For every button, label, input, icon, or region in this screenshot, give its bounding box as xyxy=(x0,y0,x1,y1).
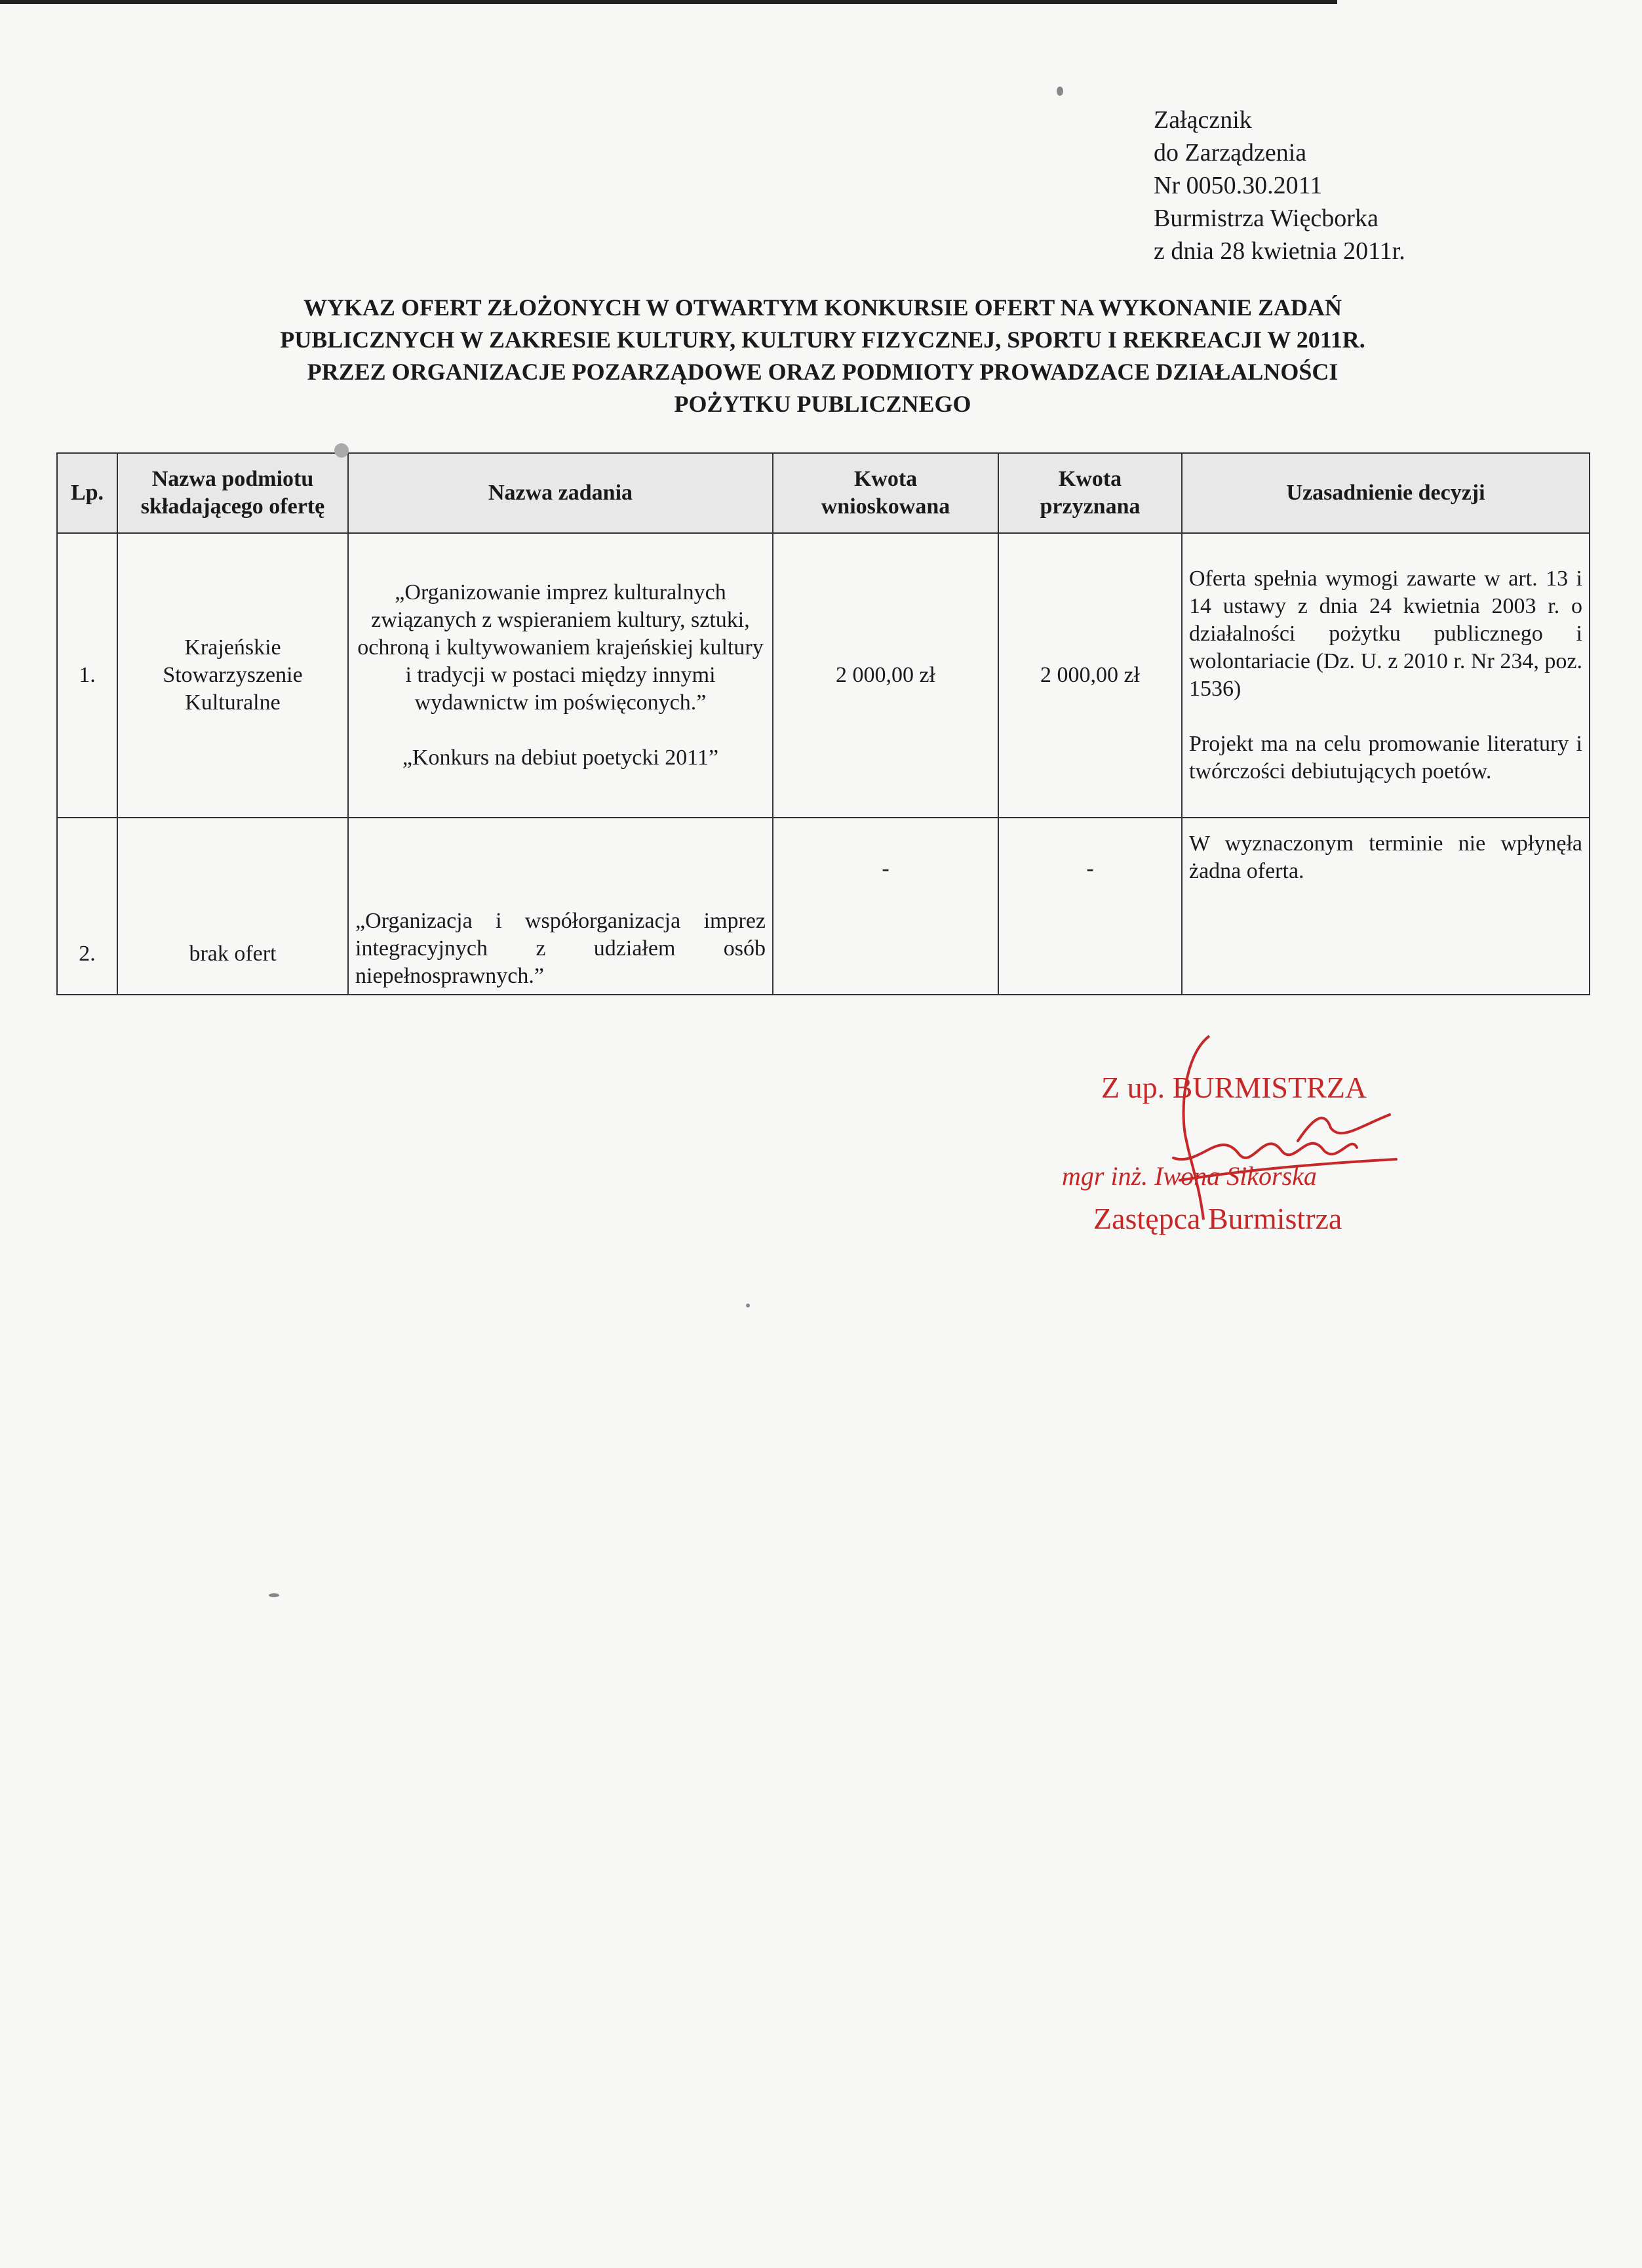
handwritten-signature xyxy=(1049,1029,1468,1226)
task-sub: „Konkurs na debiut poetycki 2011” xyxy=(402,746,719,770)
spacer xyxy=(1189,703,1582,730)
cell-granted: - xyxy=(998,818,1182,995)
stamp-line: mgr inż. Iwona Sikorska xyxy=(1062,1161,1317,1191)
annex-line: do Zarządzenia xyxy=(1154,139,1307,167)
official-stamp xyxy=(1049,1029,1468,1235)
header-justification: Uzasadnienie decyzji xyxy=(1182,453,1590,533)
cell-lp: 2. xyxy=(57,818,117,995)
title-line: POŻYTKU PUBLICZNEGO xyxy=(674,391,971,417)
document-title xyxy=(98,292,1547,420)
entity-line: Kulturalne xyxy=(185,690,281,715)
header-text: Kwota xyxy=(853,467,918,491)
scan-top-edge xyxy=(0,0,1337,4)
table-row xyxy=(57,818,1590,995)
header-text: składającego ofertę xyxy=(140,494,325,519)
annex-line: Nr 0050.30.2011 xyxy=(1154,172,1323,199)
title-line: PRZEZ ORGANIZACJE POZARZĄDOWE ORAZ PODMIOTY PROWADZACE DZIAŁALNOŚCI xyxy=(307,359,1339,385)
cell-justification: W wyznaczonym terminie nie wpłynęła żadna oferta. xyxy=(1182,818,1590,995)
header-text: przyznana xyxy=(1040,494,1141,519)
header-requested xyxy=(773,453,998,533)
title-line: PUBLICZNYCH W ZAKRESIE KULTURY, KULTURY FIZYCZNEJ, SPORTU I REKREACJI W 2011R. xyxy=(280,327,1365,353)
offers-table xyxy=(56,452,1590,995)
header-granted xyxy=(998,453,1182,533)
justification-text: Oferta spełnia wymogi zawarte w art. 13 i 14 ustawy z dnia 24 kwietnia 2003 r. o działalności pożytku publicznego i wolontariacie (Dz. U. z 2010 r. Nr 234, poz. 1536) xyxy=(1189,567,1582,701)
scan-speck xyxy=(269,1593,279,1597)
annex-line: Załącznik xyxy=(1154,106,1252,134)
cell-requested: 2 000,00 zł xyxy=(773,533,998,818)
cell-requested: - xyxy=(773,818,998,995)
table-header-row xyxy=(57,453,1590,533)
cell-lp: 1. xyxy=(57,533,117,818)
header-task: Nazwa zadania xyxy=(348,453,773,533)
cell-task xyxy=(348,533,773,818)
cell-task: „Organizacja i współorganizacja imprez integracyjnych z udziałem osób niepełnosprawnych.” xyxy=(348,818,773,995)
annex-line: z dnia 28 kwietnia 2011r. xyxy=(1154,237,1405,265)
cell-entity: brak ofert xyxy=(117,818,348,995)
task-main: „Organizowanie imprez kulturalnych związanych z wspieraniem kultury, sztuki, ochroną i kultywowaniem krajeńskiej kultury i tradycji w postaci między innymi wydawnictw im poświęconych.” xyxy=(357,580,764,715)
annex-line: Burmistrza Więcborka xyxy=(1154,205,1378,232)
scan-speck xyxy=(746,1303,750,1307)
justification-text: Projekt ma na celu promowanie literatury i twórczości debiutujących poetów. xyxy=(1189,732,1582,784)
title-line: WYKAZ OFERT ZŁOŻONYCH W OTWARTYM KONKURSIE OFERT NA WYKONANIE ZADAŃ xyxy=(303,294,1342,321)
stamp-line: Zastępca Burmistrza xyxy=(1093,1202,1342,1235)
table-row xyxy=(57,533,1590,818)
header-text: Nazwa podmiotu xyxy=(151,467,314,491)
cell-justification xyxy=(1182,533,1590,818)
header-text: Kwota xyxy=(1058,467,1122,491)
header-lp: Lp. xyxy=(57,453,117,533)
entity-line: Krajeńskie xyxy=(184,635,281,660)
scan-speck xyxy=(1057,87,1063,96)
entity-line: Stowarzyszenie xyxy=(163,663,303,687)
header-entity xyxy=(117,453,348,533)
scan-speck xyxy=(334,443,349,458)
annex-header xyxy=(1154,104,1405,268)
header-text: wnioskowana xyxy=(821,494,950,519)
spacer xyxy=(355,717,766,744)
cell-granted: 2 000,00 zł xyxy=(998,533,1182,818)
cell-entity xyxy=(117,533,348,818)
stamp-line: Z up. BURMISTRZA xyxy=(1101,1071,1367,1104)
